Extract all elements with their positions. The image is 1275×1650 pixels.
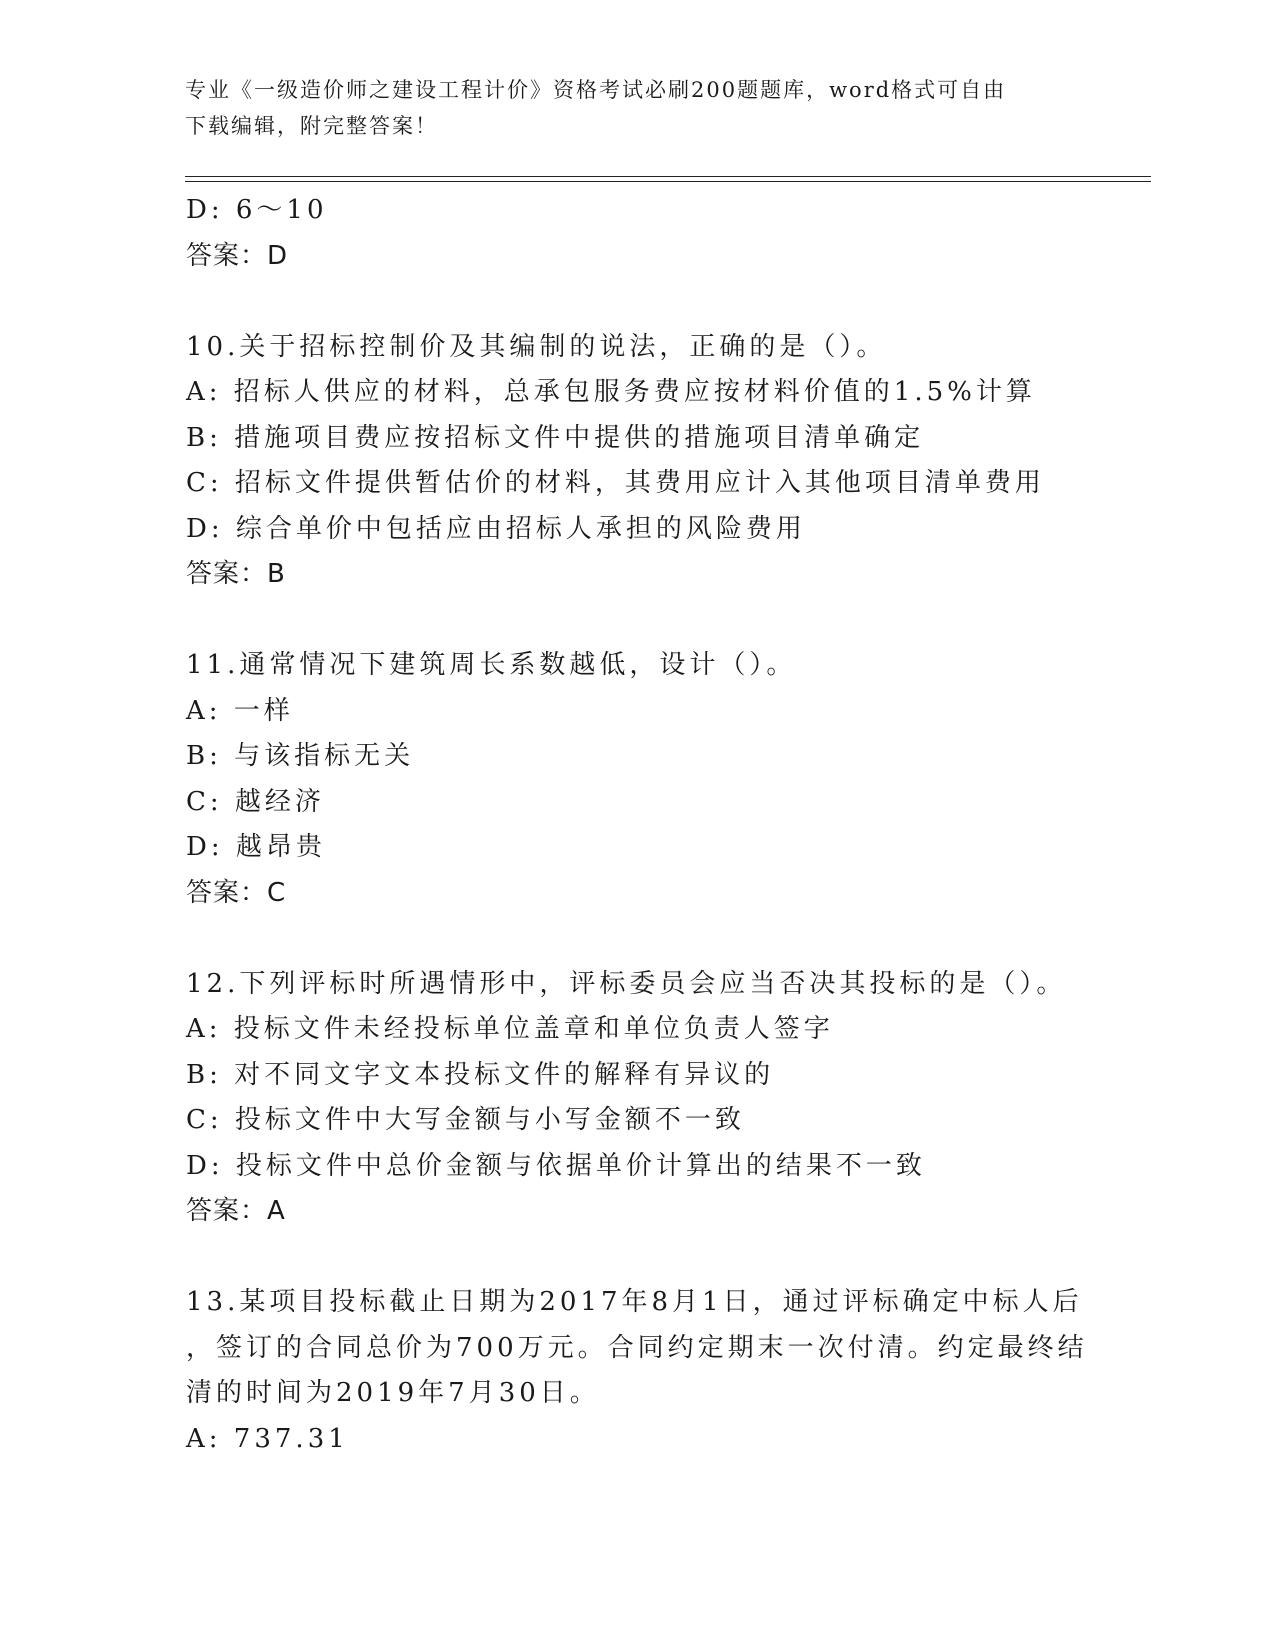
question-10 [186, 325, 1086, 598]
option-d: D: 综合单价中包括应由招标人承担的风险费用 [186, 513, 806, 544]
question-13 [186, 1280, 1086, 1462]
answer-line: 答案：A [186, 1196, 286, 1226]
option-a: A: 一样 [186, 695, 294, 726]
question-stem-line-2: ，签订的合同总价为700万元。合同约定期末一次付清。约定最终结 [186, 1332, 1088, 1363]
option-a: A: 招标人供应的材料，总承包服务费应按材料价值的1.5%计算 [186, 377, 1036, 407]
header-line-1: 专业《一级造价师之建设工程计价》资格考试必刷200题题库，word格式可自由 [185, 78, 1007, 102]
question-stem-line-1: 13.某项目投标截止日期为2017年8月1日，通过评标确定中标人后 [186, 1287, 1083, 1317]
question-11 [186, 643, 1086, 916]
option-b: B: 措施项目费应按招标文件中提供的措施项目清单确定 [186, 422, 925, 453]
header-divider-bottom [185, 181, 1151, 182]
option-b: B: 与该指标无关 [186, 741, 415, 771]
question-list [186, 188, 1086, 1462]
spacer [186, 279, 1086, 325]
document-header [185, 72, 1065, 144]
question-stem: 11.通常情况下建筑周长系数越低，设计（）。 [186, 650, 797, 680]
question-stem: 12.下列评标时所遇情形中，评标委员会应当否决其投标的是（）。 [186, 968, 1067, 999]
option-d: D: 越昂贵 [186, 832, 326, 862]
answer-line: 答案：C [186, 877, 287, 908]
answer-line: 答案：D [186, 240, 289, 271]
option-d: D: 6～10 [186, 195, 328, 225]
option-c: C: 招标文件提供暂估价的材料，其费用应计入其他项目清单费用 [186, 468, 1045, 498]
option-d: D: 投标文件中总价金额与依据单价计算出的结果不一致 [186, 1150, 926, 1181]
option-b: B: 对不同文字文本投标文件的解释有异议的 [186, 1059, 775, 1090]
header-divider-top [185, 176, 1151, 177]
question-stem: 10.关于招标控制价及其编制的说法，正确的是（）。 [186, 331, 887, 362]
spacer [186, 1235, 1086, 1281]
header-line-2: 下载编辑，附完整答案！ [185, 114, 438, 138]
option-c: C: 投标文件中大写金额与小写金额不一致 [186, 1105, 745, 1135]
option-a: A: 投标文件未经投标单位盖章和单位负责人签字 [186, 1014, 834, 1044]
question-stem-line-3: 清的时间为2019年7月30日。 [186, 1378, 600, 1408]
question-12 [186, 962, 1086, 1235]
option-c: C: 越经济 [186, 786, 325, 817]
answer-line: 答案：B [186, 559, 286, 589]
spacer [186, 598, 1086, 644]
spacer [186, 916, 1086, 962]
option-a: A: 737.31 [186, 1423, 349, 1454]
